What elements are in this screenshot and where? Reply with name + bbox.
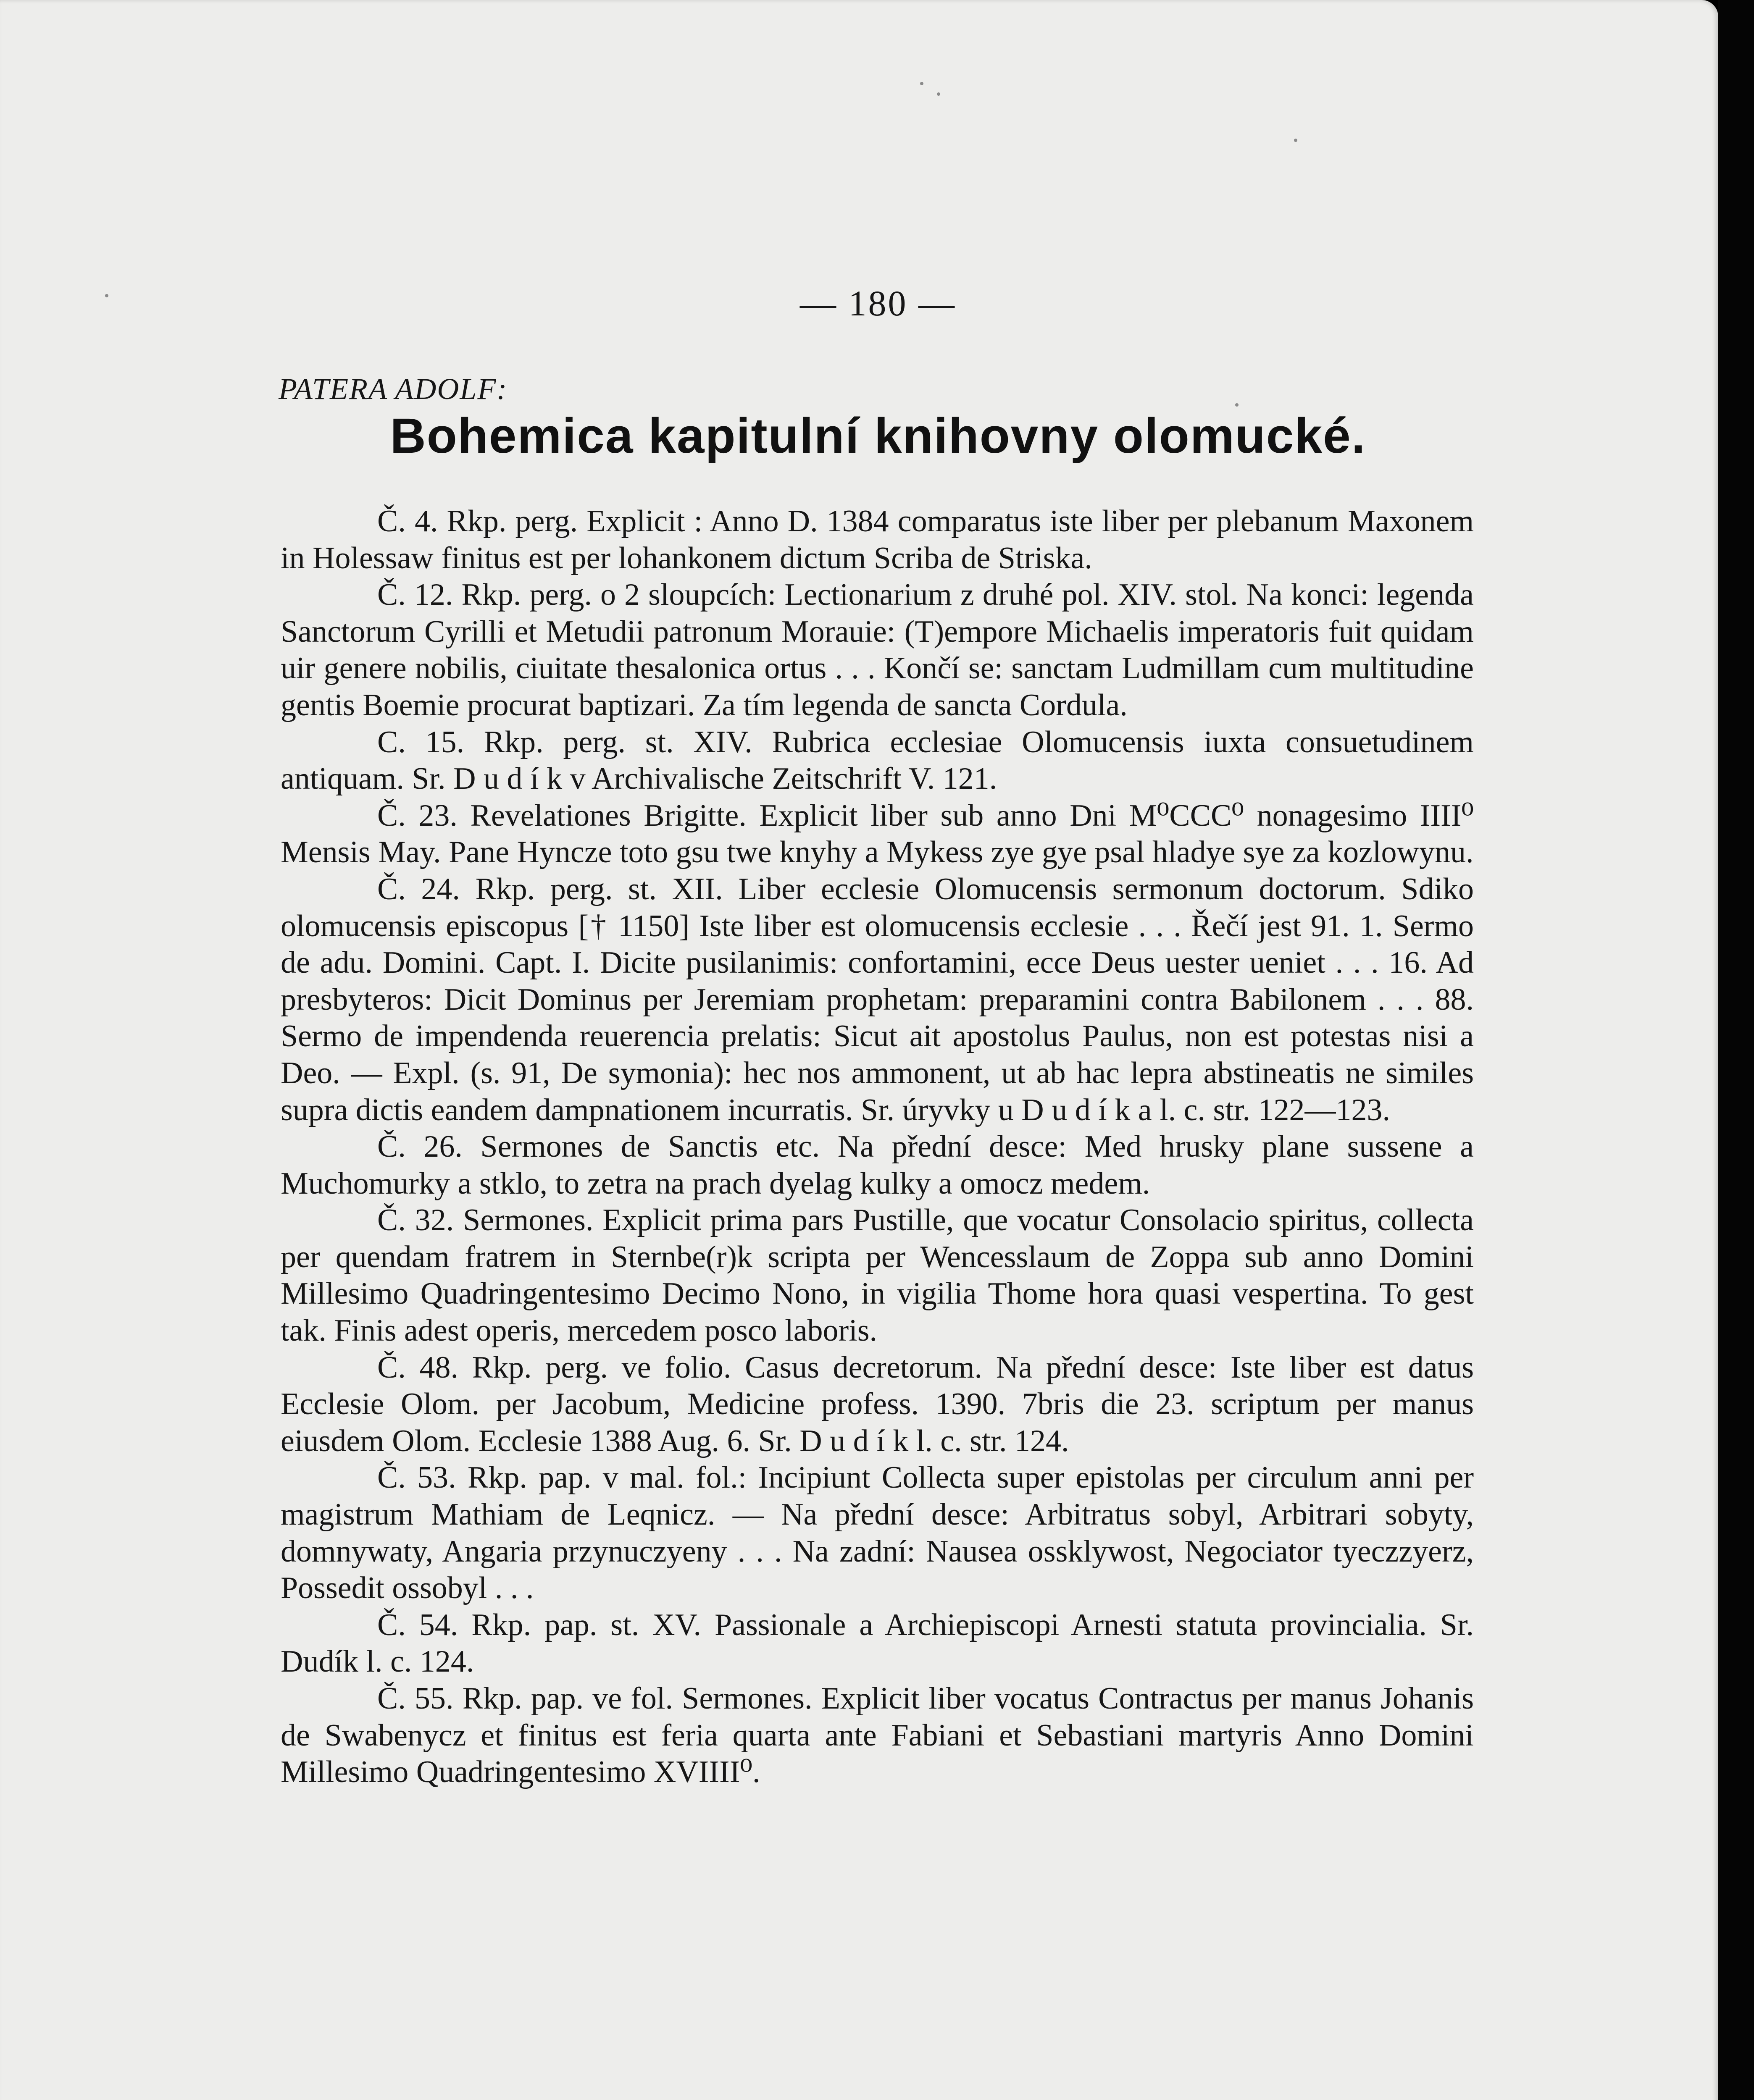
entry-c23: Č. 23. Revelationes Brigitte. Explicit liber sub anno Dni M⁰CCC⁰ nonagesimo IIII⁰ Mensis May. Pane Hyncze toto gsu twe knyhy a Mykess zye gye psal hladye sye za kozlowynu. — [281, 798, 1474, 870]
paper-speck — [1235, 403, 1239, 407]
entry-c24: Č. 24. Rkp. perg. st. XII. Liber ecclesie Olomucensis sermonum doctorum. Sdiko olomucensis episcopus [† 1150] Iste liber est olomucensis ecclesie . . . Řečí jest 91. 1. Sermo de adu. Domini. Capt. I. Dicite pusilanimis: confortamini, ecce Deus uester ueniet . . . 16. Ad presbyteros: Dicit Dominus per Jeremiam prophetam: preparamini contra Babilonem . . . 88. Sermo de impendenda reuerencia prelatis: Sicut ait apostolus Paulus, non est potestas nisi a Deo. — Expl. (s. 91, De symonia): hec nos ammonent, ut ab hac lepra abstineatis ne similes supra dictis eandem dampnationem incurratis. Sr. úryvky u D u d í k a l. c. str. 122—123. — [281, 872, 1474, 1127]
paper-speck — [920, 82, 923, 85]
entry-c48: Č. 48. Rkp. perg. ve folio. Casus decretorum. Na přední desce: Iste liber est datus Ecclesie Olom. per Jacobum, Medicine profess. 1390. 7bris die 23. scriptum per manus eiusdem Olom. Ecclesie 1388 Aug. 6. Sr. D u d í k l. c. str. 124. — [281, 1350, 1474, 1458]
entry-c32: Č. 32. Sermones. Explicit prima pars Pustille, que vocatur Consolacio spiritus, collecta per quendam fratrem in Sternbe(r)k scripta per Wencesslaum de Zoppa sub anno Domini Millesimo Quadringentesimo Decimo Nono, in vigilia Thome hora quasi vespertina. To gest tak. Finis adest operis, mercedem posco laboris. — [281, 1203, 1474, 1348]
article-title: Bohemica kapitulní knihovny olomucké. — [390, 408, 1366, 464]
entry-c15: C. 15. Rkp. perg. st. XIV. Rubrica ecclesiae Olomucensis iuxta consuetudinem antiquam. Sr. D u d í k v Archivalische Zeitschrift V. 121. — [281, 724, 1474, 796]
page-number: — 180 — — [800, 283, 956, 323]
scanner-edge — [1718, 0, 1754, 2100]
entry-c12: Č. 12. Rkp. perg. o 2 sloupcích: Lectionarium z druhé pol. XIV. stol. Na konci: legenda Sanctorum Cyrilli et Metudii patronum Morauie: (T)empore Michaelis imperatoris fuit quidam uir genere nobilis, ciuitate thesalonica ortus . . . Končí se: sanctam Ludmillam cum multitudine gentis Boemie procurat baptizari. Za tím legenda de sancta Cordula. — [281, 578, 1474, 722]
entry-c54: Č. 54. Rkp. pap. st. XV. Passionale a Archiepiscopi Arnesti statuta provincialia. Sr. Dudík l. c. 124. — [281, 1607, 1474, 1679]
entry-c55: Č. 55. Rkp. pap. ve fol. Sermones. Explicit liber vocatus Contractus per manus Johanis de Swabenycz et finitus est feria quarta ante Fabiani et Sebastiani martyris Anno Domini Millesimo Quadringentesimo XVIIII⁰. — [281, 1681, 1474, 1790]
paper-speck — [105, 294, 108, 297]
paper-speck — [937, 92, 940, 96]
author-name: PATERA ADOLF: — [279, 372, 508, 406]
entry-c26: Č. 26. Sermones de Sanctis etc. Na přední desce: Med hrusky plane sussene a Muchomurky a stklo, to zetra na prach dyelag kulky a omocz medem. — [281, 1129, 1474, 1201]
article-body — [281, 503, 1474, 1791]
entry-c4: Č. 4. Rkp. perg. Explicit : Anno D. 1384 comparatus iste liber per plebanum Maxonem in Holessaw finitus est per lohankonem dictum Scriba de Striska. — [281, 504, 1474, 575]
paper-speck — [1294, 139, 1297, 142]
entry-c53: Č. 53. Rkp. pap. v mal. fol.: Incipiunt Collecta super epistolas per circulum anni per magistrum Mathiam de Leqnicz. — Na přední desce: Arbitratus sobyl, Arbitrari sobyty, domnywaty, Angaria przynuczyeny . . . Na zadní: Nausea ossklywost, Negociator tyeczzyerz, Possedit ossobyl . . . — [281, 1460, 1474, 1606]
